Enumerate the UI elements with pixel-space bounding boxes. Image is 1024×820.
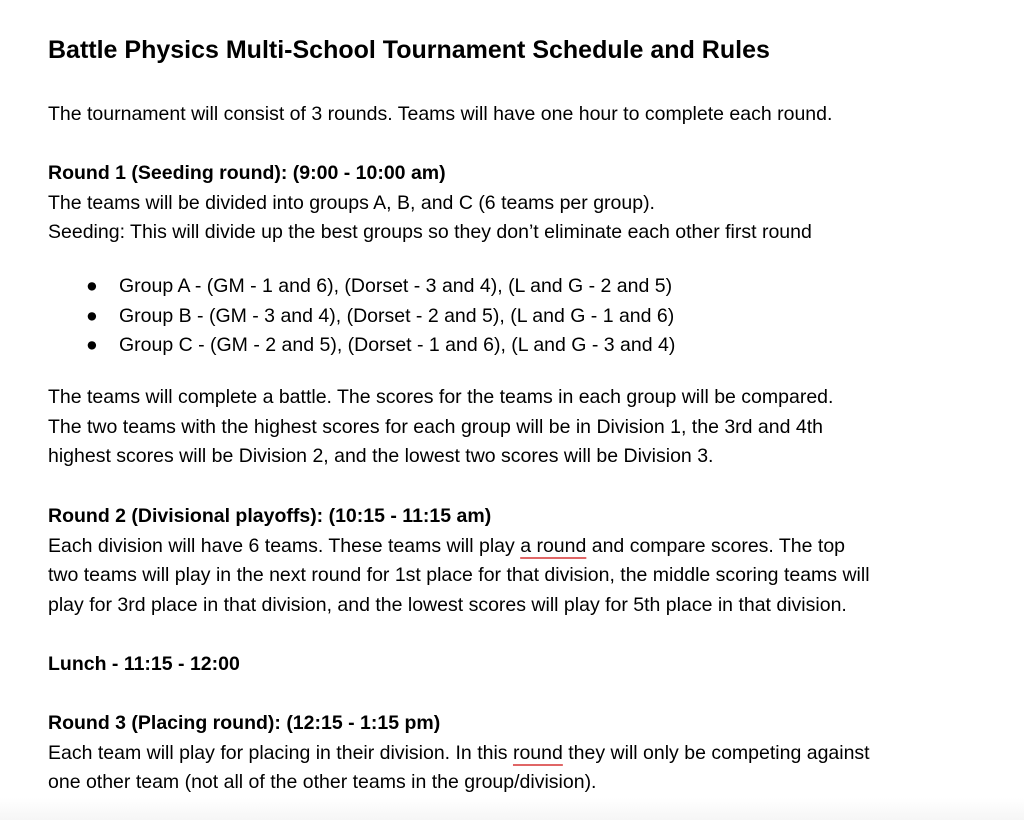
round3-heading: Round 3 (Placing round): (12:15 - 1:15 pm) bbox=[48, 712, 441, 734]
round1-line-2: Seeding: This will divide up the best groups so they don’t eliminate each other first round bbox=[48, 221, 812, 243]
round1-result-line-2: The two teams with the highest scores for each group will be in Division 1, the 3rd and 4th bbox=[48, 415, 823, 438]
round1-result-line-3: highest scores will be Division 2, and the lowest two scores will be Division 3. bbox=[48, 445, 714, 467]
list-item bbox=[48, 272, 675, 302]
round2-line-3: play for 3rd place in that division, and the lowest scores will play for 5th place in that division. bbox=[48, 593, 847, 616]
bullet-icon: ● bbox=[86, 275, 98, 297]
round3-section bbox=[48, 709, 988, 798]
round3-line-1 bbox=[48, 739, 988, 769]
round2-heading: Round 2 (Divisional playoffs): (10:15 - 11:15 am) bbox=[48, 505, 492, 527]
bullet-icon: ● bbox=[86, 334, 98, 356]
round2-line-1-end: and compare scores. The top bbox=[586, 534, 846, 557]
round2-line-1-start: Each division will have 6 teams. These teams will play bbox=[48, 534, 521, 557]
bullet-icon: ● bbox=[86, 304, 98, 327]
round1-heading: Round 1 (Seeding round): (9:00 - 10:00 am) bbox=[48, 162, 446, 184]
round1-result-paragraph bbox=[48, 383, 988, 472]
group-c-text: Group C - (GM - 2 and 5), (Dorset - 1 and 6), (L and G - 3 and 4) bbox=[119, 334, 676, 356]
list-item bbox=[48, 302, 675, 332]
page-bottom-edge bbox=[0, 798, 1024, 820]
group-bullet-list bbox=[48, 272, 675, 361]
round3-line-2: one other team (not all of the other teams in the group/division). bbox=[48, 771, 597, 793]
lunch-heading: Lunch - 11:15 - 12:00 bbox=[48, 653, 240, 675]
list-item bbox=[48, 331, 675, 361]
group-a-text: Group A - (GM - 1 and 6), (Dorset - 3 and 4), (L and G - 2 and 5) bbox=[119, 275, 673, 297]
round1-result-line-1: The teams will complete a battle. The scores for the teams in each group will be compared. bbox=[48, 386, 834, 408]
round2-section bbox=[48, 502, 988, 620]
spellcheck-marked-text[interactable]: a round bbox=[520, 534, 587, 557]
round1-line-1: The teams will be divided into groups A, B, and C (6 teams per group). bbox=[48, 191, 655, 214]
round2-line-2: two teams will play in the next round for 1st place for that division, the middle scoring teams will bbox=[48, 564, 870, 586]
spellcheck-marked-text[interactable]: round bbox=[512, 741, 563, 764]
intro-paragraph: The tournament will consist of 3 rounds. Teams will have one hour to complete each round. bbox=[48, 103, 833, 125]
group-b-text: Group B - (GM - 3 and 4), (Dorset - 2 and 5), (L and G - 1 and 6) bbox=[119, 304, 675, 327]
round2-line-1 bbox=[48, 532, 988, 562]
round3-line-1-end: they will only be competing against bbox=[562, 741, 870, 764]
round3-line-1-start: Each team will play for placing in their division. In this bbox=[48, 741, 513, 764]
round1-section bbox=[48, 159, 988, 248]
document-title: Battle Physics Multi-School Tournament Schedule and Rules bbox=[48, 36, 770, 64]
